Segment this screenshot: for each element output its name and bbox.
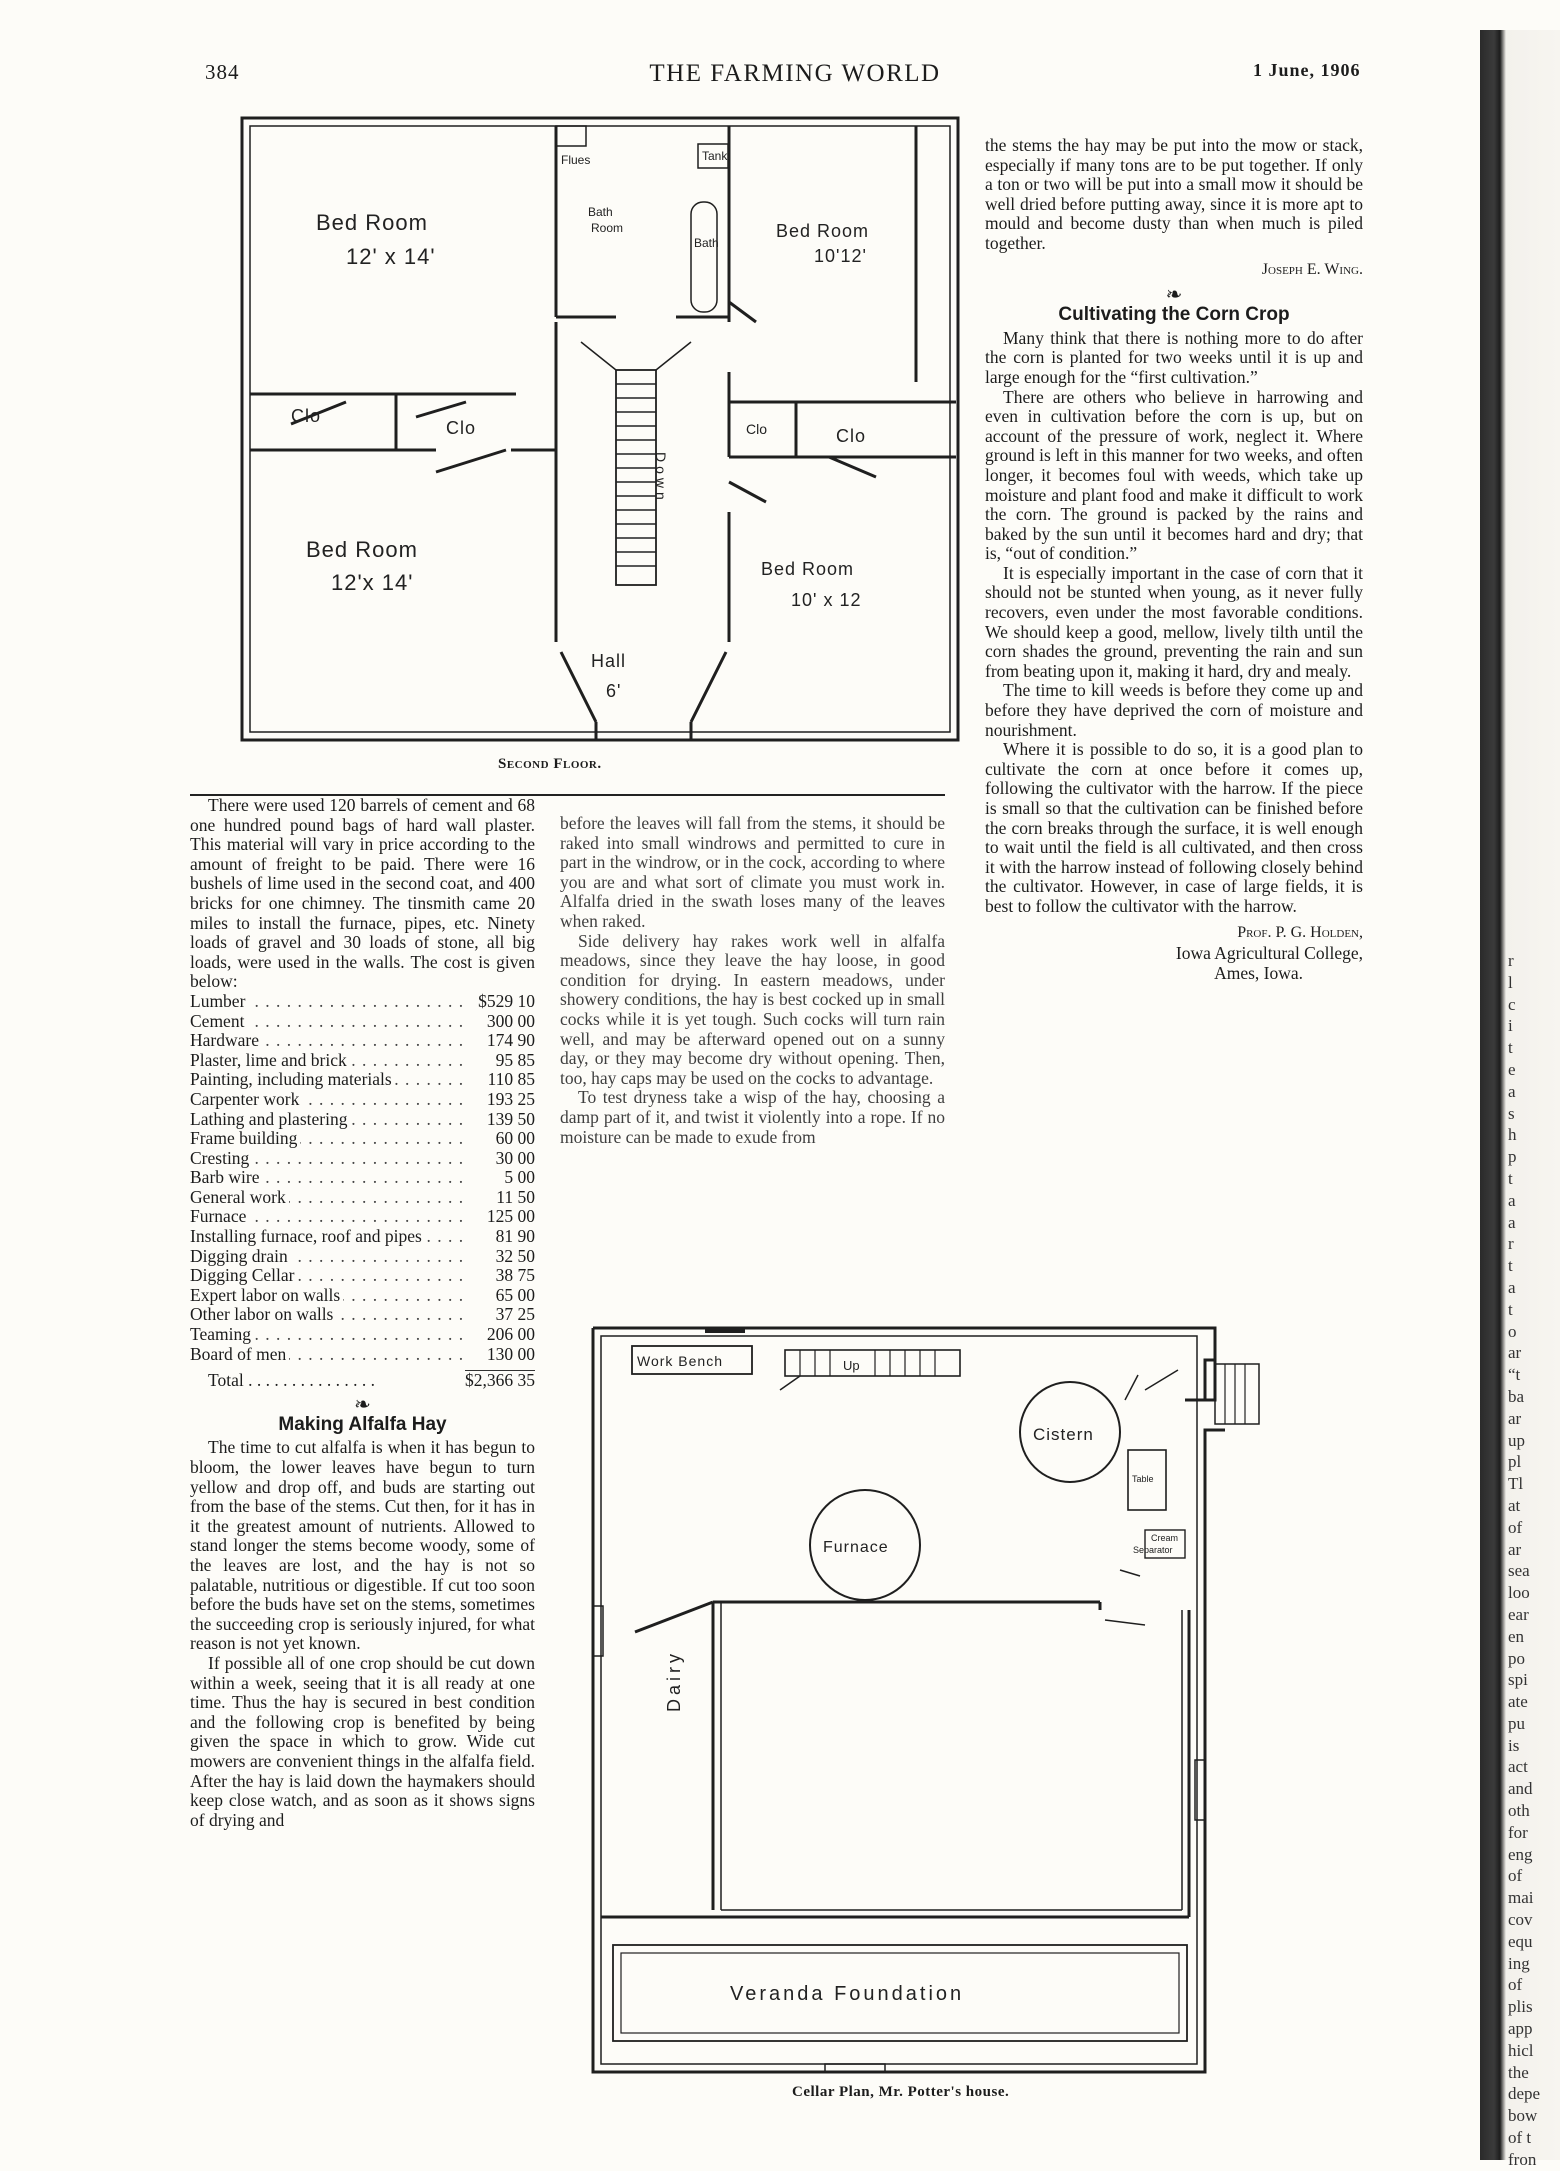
- heading-alfalfa-hay: Making Alfalfa Hay: [278, 1413, 447, 1435]
- cost-item: Board of men . . .: [190, 1345, 465, 1365]
- label-tank: Tank: [702, 149, 728, 163]
- cost-amount: 32 50: [495, 1245, 535, 1266]
- alfalfa-paragraph-2: If possible all of one crop should be cut down within a week, seeing that it is all ready at one time. Thus the hay is secured in best condition and the following crop is benefited by being given the space in which to grow. Wide cut mowers are convenient things in the alfalfa field. After the hay is laid down the haymakers should keep close watch, and as soon as it shows signs of drying and: [190, 1652, 535, 1830]
- cost-table: [190, 992, 535, 1391]
- alfalfa-continued-paragraph: the stems the hay may be put into the mow or stack, especially if many tons are to be put together. If only a ton or two will be put into a small mow it should be well dried before putting away, since it is more apt to mould and become dusty than when much is piled together.: [985, 135, 1363, 253]
- right-column: [985, 136, 1363, 989]
- cost-row: [190, 1070, 535, 1090]
- corn-paragraph-4: The time to kill weeds is before they come up and before they have deprived the corn of moisture and nourishment.: [985, 680, 1363, 740]
- label-bath-room-2: Room: [591, 221, 624, 235]
- cost-amount: 110 85: [487, 1069, 535, 1090]
- cost-item: Digging drain . . .: [190, 1247, 465, 1267]
- label-hall-size: 6': [606, 681, 622, 701]
- cost-row: [190, 1031, 535, 1051]
- cost-item: Furnace . . .: [190, 1207, 465, 1227]
- facing-page-edge-text: r l c i t e a s h p t a a r t a t o ar “t ba ar up pl Tl at of ar sea loo ear en po spi ate pu is act and oth for eng of mai cov equ ing of plis app hicl the depe bow of t fron: [1508, 951, 1541, 2169]
- label-down: Down: [653, 452, 669, 504]
- label-bed-room-nw: Bed Room: [316, 210, 428, 235]
- cost-row: [190, 1286, 535, 1306]
- cost-item: Cresting . . .: [190, 1149, 465, 1169]
- mid-paragraph-1: before the leaves will fall from the stems, it should be raked into small windrows and permitted to cure in part in the windrow, or in the cock, according to where you are and what sort of climate you must work in. Alfalfa dried in the swath loses many of the leaves when raked.: [560, 813, 945, 931]
- cost-item: Other labor on walls . . .: [190, 1305, 465, 1325]
- cost-amount: 125 00: [486, 1206, 535, 1227]
- label-bed-room-nw-size: 12' x 14': [346, 244, 436, 269]
- label-clo-3: Clo: [746, 421, 768, 437]
- author-signature-wing: Joseph E. Wing.: [1261, 260, 1363, 278]
- label-furnace: Furnace: [823, 1539, 889, 1556]
- issue-date: 1 June, 1906: [1253, 60, 1361, 80]
- corn-paragraph-5: Where it is possible to do so, it is a good plan to cultivate the corn at once before it comes up, following the cultivator with the harrow. If the piece is small so that the cultivation can be finished before the corn breaks through the surface, it is well enough to wait until the field is all cultivated, and then cross it with the harrow instead of following closely behind the cultivator. However, in case of large fields, it is best to follow the cultivator with the harrow.: [985, 739, 1363, 916]
- label-bed-room-sw: Bed Room: [306, 537, 418, 562]
- heading-corn-crop: Cultivating the Corn Crop: [1058, 304, 1290, 326]
- cost-item: Lumber . . .: [190, 992, 465, 1012]
- author-signature-holden: [985, 923, 1363, 983]
- cost-row: [190, 1227, 535, 1247]
- cost-item: Carpenter work . . .: [190, 1090, 465, 1110]
- cost-row: [190, 992, 535, 1012]
- cellar-plan: [585, 1320, 1285, 2080]
- mid-paragraph-3: To test dryness take a wisp of the hay, choosing a damp part of it, and twist it violently into a rope. If no moisture can be made to exude from: [560, 1087, 945, 1147]
- cost-amount: 65 00: [495, 1284, 535, 1305]
- corn-paragraph-1: Many think that there is nothing more to do after the corn is planted for two weeks until it is up and large enough for the “first cultivation.”: [985, 327, 1363, 387]
- cost-row: [190, 1325, 535, 1345]
- cost-total-amount: $2,366 35: [465, 1370, 535, 1391]
- cost-total-label: Total . . . . . . . . . . . . . . .: [208, 1370, 375, 1391]
- cost-amount: 5 00: [504, 1167, 535, 1188]
- cost-amount: 11 50: [496, 1186, 535, 1207]
- cost-amount: 139 50: [486, 1108, 535, 1129]
- cost-amount: 95 85: [495, 1049, 535, 1070]
- label-dairy: Dairy: [664, 1649, 684, 1712]
- cost-item: Plaster, lime and brick . . .: [190, 1051, 465, 1071]
- cost-amount: 60 00: [495, 1128, 535, 1149]
- cost-item: Installing furnace, roof and pipes . . .: [190, 1227, 465, 1247]
- label-cream: Cream: [1151, 1533, 1179, 1543]
- cost-row: [190, 1188, 535, 1208]
- label-separator: Separator: [1133, 1545, 1173, 1555]
- second-floor-plan: [236, 112, 966, 752]
- cost-intro-paragraph: There were used 120 barrels of cement and 68 one hundred pound bags of hard wall plaster. This material will vary in price according to the amount of freight to be paid. There were 16 bushels of lime used in the second coat, and 400 bricks for one chimney. The tinsmith came 20 miles to install the furnace, pipes, etc. Ninety loads of gravel and 30 loads of stone, all big loads, were used in the walls. The cost is given below:: [190, 795, 535, 992]
- label-bed-room-sw-size: 12'x 14': [331, 570, 414, 595]
- cost-item: Hardware . . .: [190, 1031, 465, 1051]
- cost-item: Cement . . .: [190, 1012, 465, 1032]
- label-bed-room-se: Bed Room: [761, 559, 855, 579]
- cost-item: Lathing and plastering . . .: [190, 1110, 465, 1130]
- cost-amount: $529 10: [478, 990, 535, 1011]
- alfalfa-paragraph-1: The time to cut alfalfa is when it has begun to bloom, the lower leaves have begun to turn yellow and drop off, and buds are starting out from the base of the stems. Cut then, for it has in it the greatest amount of nutrients. Allowed to stand longer the stems become woody, some of the leaves are lost, and the hay is not so palatable, nutritious or digestible. If cut too soon before the buds have set on the stems, sometimes the succeeding crop is seriously injured, for what reason is not yet known.: [190, 1437, 535, 1654]
- corn-paragraph-2: There are others who believe in harrowing and even in cultivation before the corn is up, but on account of the pressure of work, neglect it. Where ground is left in this manner for two weeks, and often longer, it becomes foul with weeds, which take up moisture and plant food and make it difficult to work the corn. The ground is packed by the rains and baked by the sun until it becomes hard and dry; that is, “out of condition.”: [985, 386, 1363, 564]
- label-work-bench: Work Bench: [637, 1353, 723, 1369]
- cost-item: Painting, including materials . . .: [190, 1070, 465, 1090]
- cost-amount: 193 25: [486, 1088, 535, 1109]
- cost-amount: 30 00: [495, 1147, 535, 1168]
- cellar-plan-caption: Cellar Plan, Mr. Potter's house.: [792, 2084, 1010, 2100]
- label-clo-1: Clo: [291, 406, 322, 426]
- cost-amount: 37 25: [495, 1304, 535, 1325]
- cost-row: [190, 1090, 535, 1110]
- cost-item: Frame building . . .: [190, 1129, 465, 1149]
- fleuron-ornament: ❧: [1165, 284, 1183, 307]
- second-floor-drawing: [236, 112, 966, 752]
- cost-row: [190, 1247, 535, 1267]
- cost-amount: 300 00: [486, 1010, 535, 1031]
- fleuron-ornament-left: ❧: [354, 1393, 371, 1416]
- mid-paragraph-2: Side delivery hay rakes work well in alfalfa meadows, since they leave the hay loose, in good condition for drying. In eastern meadows, under showery conditions, the hay is best cocked up in small cocks while it is yet tough. Such cocks will turn rain well, and may be afterward opened out on a sunny day, or they may become dry without opening. Then, too, hay caps may be used on the cocks to advantage.: [560, 930, 945, 1088]
- cost-item: Digging Cellar . . .: [190, 1266, 465, 1286]
- cost-row: [190, 1129, 535, 1149]
- page-number: 384: [205, 60, 240, 84]
- signature-name: Prof. P. G. Holden,: [1237, 923, 1363, 941]
- cost-amount: 38 75: [495, 1265, 535, 1286]
- label-veranda-foundation: Veranda Foundation: [730, 1983, 965, 2005]
- cost-row: [190, 1110, 535, 1130]
- label-bed-room-ne: Bed Room: [776, 221, 870, 241]
- label-flues: Flues: [561, 153, 591, 167]
- cost-row: [190, 1345, 535, 1365]
- label-bed-room-se-size: 10' x 12: [791, 590, 862, 610]
- cost-row: [190, 1051, 535, 1071]
- signature-college: Iowa Agricultural College,: [1175, 942, 1363, 963]
- cost-row: [190, 1168, 535, 1188]
- label-bath: Bath: [694, 236, 719, 250]
- cost-amount: 174 90: [486, 1030, 535, 1051]
- book-spine: [1480, 30, 1560, 2169]
- label-table: Table: [1132, 1474, 1154, 1484]
- second-floor-caption: Second Floor.: [498, 756, 602, 772]
- signature-place: Ames, Iowa.: [1214, 962, 1303, 983]
- cellar-drawing: [585, 1320, 1285, 2080]
- label-clo-4: Clo: [836, 426, 867, 446]
- label-bath-room-1: Bath: [588, 205, 613, 219]
- cost-row: [190, 1305, 535, 1325]
- cost-total-row: [190, 1364, 535, 1391]
- label-bed-room-ne-size: 10'12': [814, 246, 867, 266]
- cost-row: [190, 1012, 535, 1032]
- corn-paragraph-3: It is especially important in the case of corn that it should not be stunted when young, as it never fully recovers, even under the most favorable conditions. We should keep a good, mellow, lively tilth until the corn shades the ground, preventing the rain and sun from beating upon it, making it hard, dry and mealy.: [985, 562, 1363, 681]
- journal-title: THE FARMING WORLD: [649, 60, 941, 87]
- label-clo-2: Clo: [446, 418, 477, 438]
- cost-item: Expert labor on walls . . .: [190, 1286, 465, 1306]
- cost-item: Barb wire . . .: [190, 1168, 465, 1188]
- left-column: [190, 796, 535, 1830]
- cost-amount: 206 00: [486, 1324, 535, 1345]
- label-up: Up: [843, 1358, 860, 1373]
- label-hall: Hall: [591, 651, 627, 671]
- cost-item: General work . . .: [190, 1188, 465, 1208]
- label-cistern: Cistern: [1033, 1425, 1094, 1444]
- cost-row: [190, 1266, 535, 1286]
- cost-item: Teaming . . .: [190, 1325, 465, 1345]
- cost-row: [190, 1207, 535, 1227]
- cost-amount: 130 00: [486, 1343, 535, 1364]
- cost-amount: 81 90: [495, 1226, 535, 1247]
- cost-row: [190, 1149, 535, 1169]
- middle-column: [560, 814, 945, 1147]
